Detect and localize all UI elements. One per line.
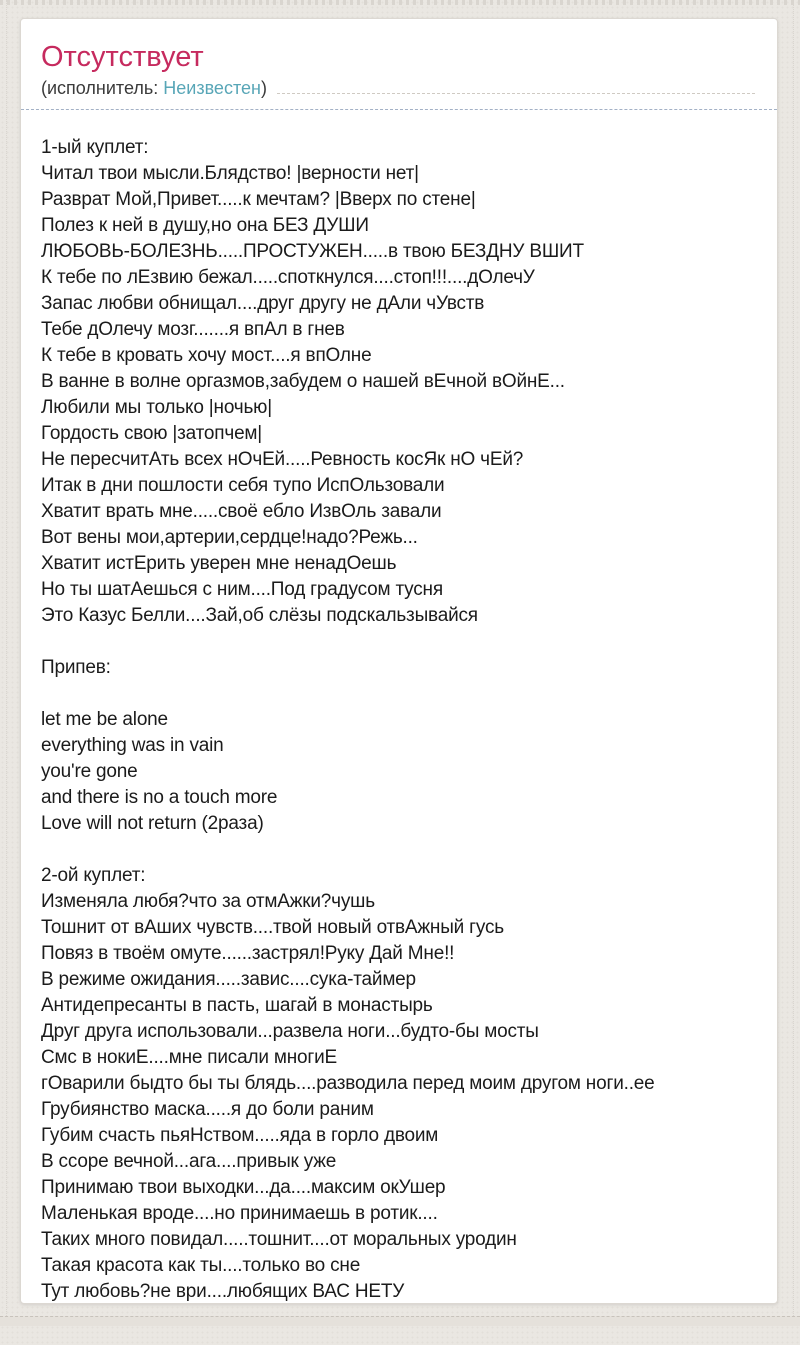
- lyrics-line: [41, 837, 757, 863]
- lyrics-line: Таких много повидал.....тошнит....от моральных уродин: [41, 1229, 517, 1250]
- lyrics-line: Антидепресанты в пасть, шагай в монастырь: [41, 995, 433, 1016]
- lyrics-line: В ссоре вечной...ага....привык уже: [41, 1151, 337, 1172]
- lyrics-text: [21, 110, 777, 1345]
- artist-link[interactable]: Неизвестен: [163, 78, 261, 98]
- lyrics-line: Тут любовь?не ври....любящих ВАС НЕТУ: [41, 1281, 405, 1302]
- lyrics-line: В режиме ожидания.....завис....сука-таймер: [41, 969, 416, 990]
- song-header: [21, 19, 777, 110]
- lyrics-line: Это Казус Белли....Зай,об слёзы подскальзывайся: [41, 605, 478, 626]
- lyrics-line: 2-ой куплет:: [41, 865, 146, 886]
- artist-suffix: ): [260, 78, 267, 98]
- lyrics-line: Вот вены мои,артерии,сердце!надо?Режь...: [41, 527, 418, 548]
- lyrics-line: Друг друга использовали...развела ноги...будто-бы мосты: [41, 1021, 539, 1042]
- lyrics-line: Припев:: [41, 657, 111, 678]
- lyrics-line: 1-ый куплет:: [41, 137, 149, 158]
- lyrics-line: Love will not return (2раза): [41, 813, 264, 834]
- lyrics-line: Любили мы только |ночью|: [41, 397, 272, 418]
- lyrics-line: Разврат Мой,Привет.....к мечтам? |Вверх по стене|: [41, 189, 476, 210]
- page-left-dotted-edge: [6, 0, 7, 1326]
- lyrics-line: Гордость свою |затопчем|: [41, 423, 263, 444]
- lyrics-line: ЛЮБОВЬ-БОЛЕЗНЬ.....ПРОСТУЖЕН.....в твою БЕЗДНУ ВШИТ: [41, 241, 584, 262]
- lyrics-line: Маленькая вроде....но принимаешь в ротик....: [41, 1203, 438, 1224]
- lyrics-line: you're gone: [41, 761, 138, 782]
- lyrics-line: everything was in vain: [41, 735, 224, 756]
- page-bottom-dashed-edge: [0, 1316, 800, 1326]
- lyrics-line: В ванне в волне оргазмов,забудем о нашей вЕчной вОйнЕ...: [41, 371, 565, 392]
- lyrics-line: let me be alone: [41, 709, 168, 730]
- lyrics-line: Запас любви обнищал....друг другу не дАли чУвств: [41, 293, 485, 314]
- lyrics-line: Такая красота как ты....только во сне: [41, 1255, 361, 1276]
- lyrics-card: [20, 18, 778, 1304]
- dotted-filler-line: [277, 93, 755, 94]
- lyrics-line: Полез к ней в душу,но она БЕЗ ДУШИ: [41, 215, 369, 236]
- song-title: Отсутствует: [41, 41, 204, 73]
- lyrics-line: Изменяла любя?что за отмАжки?чушь: [41, 891, 375, 912]
- lyrics-line: К тебе в кровать хочу мост....я впОлне: [41, 345, 372, 366]
- lyrics-line: Грубиянство маска.....я до боли раним: [41, 1099, 374, 1120]
- lyrics-line: Принимаю твои выходки...да....максим окУшер: [41, 1177, 446, 1198]
- lyrics-line: [41, 681, 757, 707]
- lyrics-line: Итак в дни пошлости себя тупо ИспОльзовали: [41, 475, 445, 496]
- page-right-dotted-edge: [793, 0, 794, 1326]
- lyrics-line: and there is no a touch more: [41, 787, 278, 808]
- lyrics-line: Хватит истЕрить уверен мне ненадОешь: [41, 553, 397, 574]
- lyrics-line: Смс в нокиЕ....мне писали многиЕ: [41, 1047, 337, 1068]
- lyrics-line: Не пересчитАть всех нОчЕй.....Ревность косЯк нО чЕй?: [41, 449, 524, 470]
- artist-row: [41, 77, 757, 99]
- lyrics-line: гОварили быдто бы ты блядь....разводила перед моим другом ноги..ее: [41, 1073, 655, 1094]
- lyrics-line: Тошнит от вАших чувств....твой новый отвАжный гусь: [41, 917, 504, 938]
- lyrics-line: Повяз в твоём омуте......застрял!Руку Дай Мне!!: [41, 943, 455, 964]
- lyrics-line: Хватит врать мне.....своё ебло ИзвОль завали: [41, 501, 442, 522]
- lyrics-line: [41, 629, 757, 655]
- lyrics-line: Читал твои мысли.Блядство! |верности нет|: [41, 163, 419, 184]
- lyrics-line: Но ты шатАешься с ним....Под градусом тусня: [41, 579, 443, 600]
- lyrics-line: Губим счасть пьяНством.....яда в горло двоим: [41, 1125, 439, 1146]
- lyrics-line: К тебе по лЕзвию бежал.....споткнулся....стоп!!!....дОлечУ: [41, 267, 535, 288]
- page-top-dotted-edge: [0, 0, 800, 5]
- lyrics-line: Тебе дОлечу мозг.......я впАл в гнев: [41, 319, 345, 340]
- artist-prefix: (исполнитель:: [41, 78, 164, 98]
